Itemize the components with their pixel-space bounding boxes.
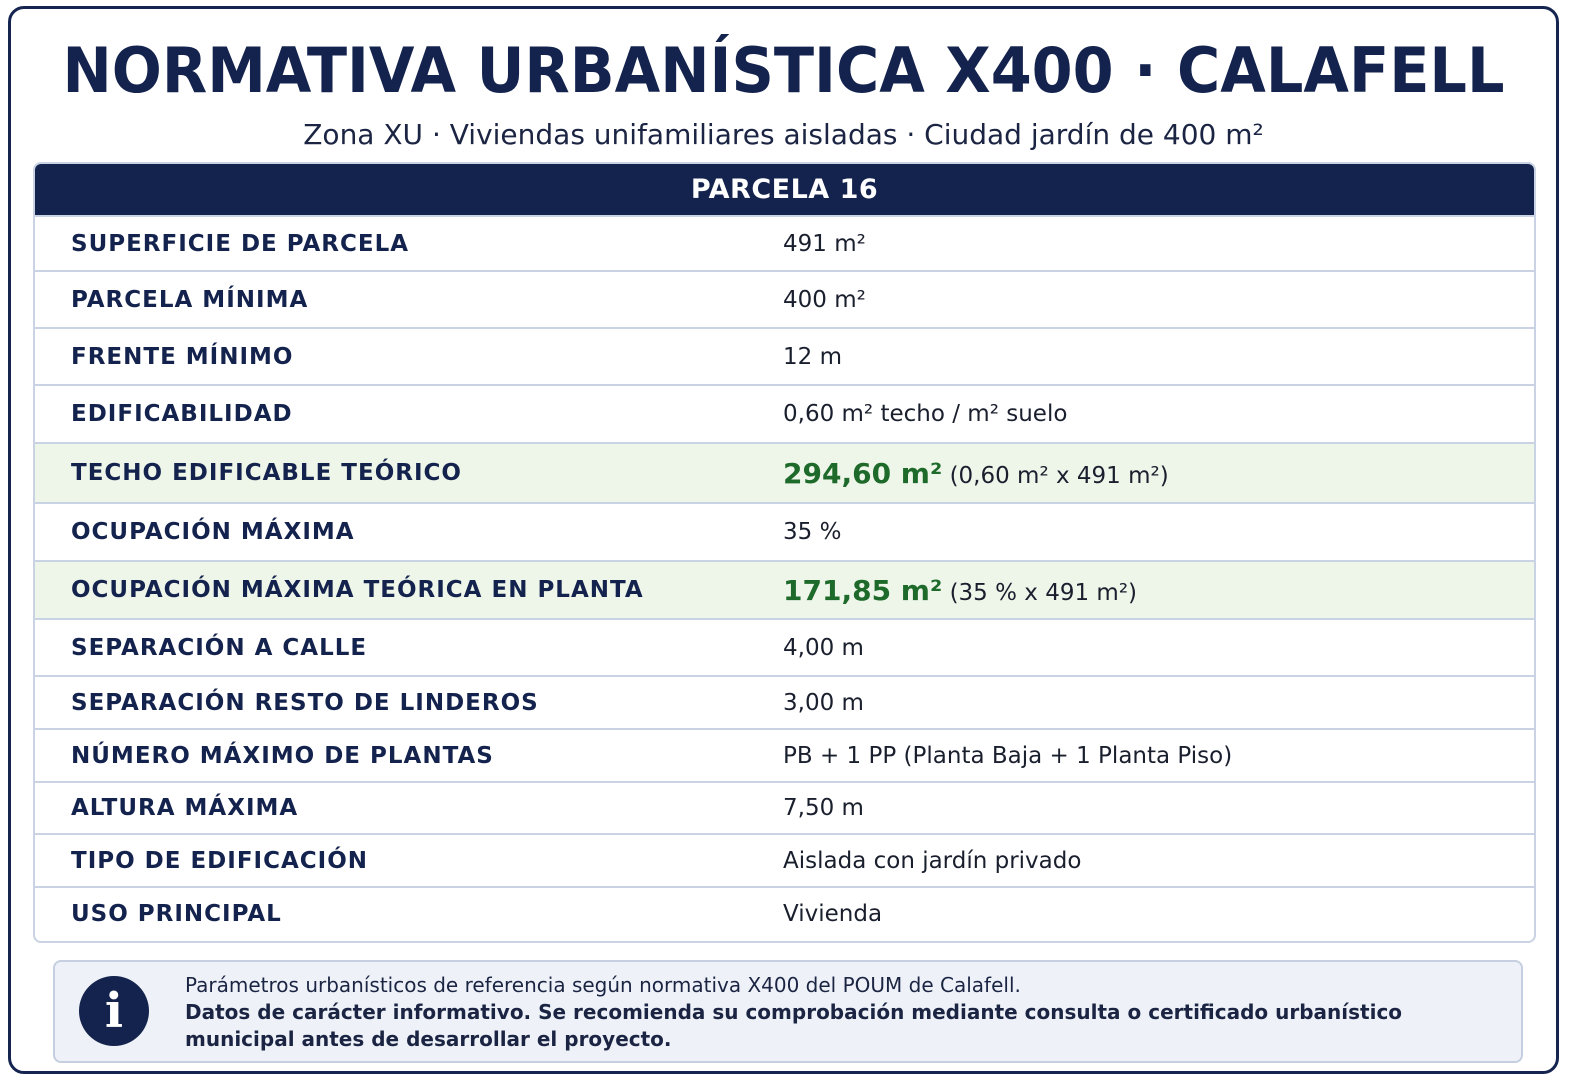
table-header: PARCELA 16: [35, 164, 1534, 215]
row-label: SEPARACIÓN A CALLE: [71, 634, 368, 661]
row-value: 7,50 m: [783, 795, 864, 821]
table-row: [35, 327, 1534, 384]
table-row: [35, 781, 1534, 833]
row-label: EDIFICABILIDAD: [71, 401, 293, 427]
row-label: SEPARACIÓN RESTO DE LINDEROS: [71, 689, 539, 716]
table-row: [35, 215, 1534, 270]
row-value: 400 m²: [783, 286, 866, 313]
row-label: NÚMERO MÁXIMO DE PLANTAS: [71, 742, 494, 769]
row-value: Aislada con jardín privado: [783, 847, 1082, 874]
row-value: [783, 457, 1169, 490]
row-value-main: 171,85 m²: [783, 573, 943, 607]
info-line-2: Datos de carácter informativo. Se recomienda su comprobación mediante consulta o certificado urbanístico municipal antes de desarrollar el proyecto.: [185, 1000, 1403, 1051]
row-value: PB + 1 PP (Planta Baja + 1 Planta Piso): [783, 742, 1233, 769]
row-value: 0,60 m² techo / m² suelo: [783, 401, 1068, 427]
row-value-note: (35 % x 491 m²): [949, 579, 1138, 606]
row-value-main: 294,60 m²: [783, 456, 943, 490]
row-label: PARCELA MÍNIMA: [71, 286, 309, 313]
row-value: [783, 574, 1137, 607]
info-text: [185, 972, 1491, 1053]
table-row: [35, 675, 1534, 728]
page-subtitle: Zona XU · Viviendas unifamiliares aisladas · Ciudad jardín de 400 m²: [303, 118, 1264, 151]
row-value-note: (0,60 m² x 491 m²): [949, 462, 1169, 489]
table-row: [35, 833, 1534, 886]
row-label: FRENTE MÍNIMO: [71, 343, 294, 370]
row-value: 491 m²: [783, 230, 866, 257]
table-row-highlighted: [35, 442, 1534, 502]
row-label: OCUPACIÓN MÁXIMA TEÓRICA EN PLANTA: [71, 577, 644, 603]
row-value: 12 m: [783, 343, 842, 370]
row-label: SUPERFICIE DE PARCELA: [71, 230, 410, 257]
row-value: Vivienda: [783, 900, 883, 927]
table-row: [35, 886, 1534, 939]
table-row: [35, 618, 1534, 675]
row-value: 3,00 m: [783, 689, 864, 716]
info-line-1: Parámetros urbanísticos de referencia según normativa X400 del POUM de Calafell.: [185, 973, 1021, 997]
info-notice: [53, 960, 1523, 1063]
regulation-card: [8, 6, 1559, 1074]
row-value: 4,00 m: [783, 634, 864, 661]
row-value: 35 %: [783, 519, 842, 545]
page-title: NORMATIVA URBANÍSTICA X400 · CALAFELL: [62, 34, 1505, 107]
table-row: [35, 728, 1534, 781]
row-label: OCUPACIÓN MÁXIMA: [71, 519, 355, 545]
table-row: [35, 384, 1534, 442]
row-label: TECHO EDIFICABLE TEÓRICO: [71, 460, 462, 486]
info-icon: i: [79, 976, 149, 1046]
row-label: USO PRINCIPAL: [71, 900, 282, 927]
table-row: [35, 270, 1534, 327]
table-row-highlighted: [35, 560, 1534, 618]
row-label: TIPO DE EDIFICACIÓN: [71, 847, 369, 874]
table-row: [35, 502, 1534, 560]
row-label: ALTURA MÁXIMA: [71, 795, 299, 821]
parcel-table: [33, 162, 1536, 943]
